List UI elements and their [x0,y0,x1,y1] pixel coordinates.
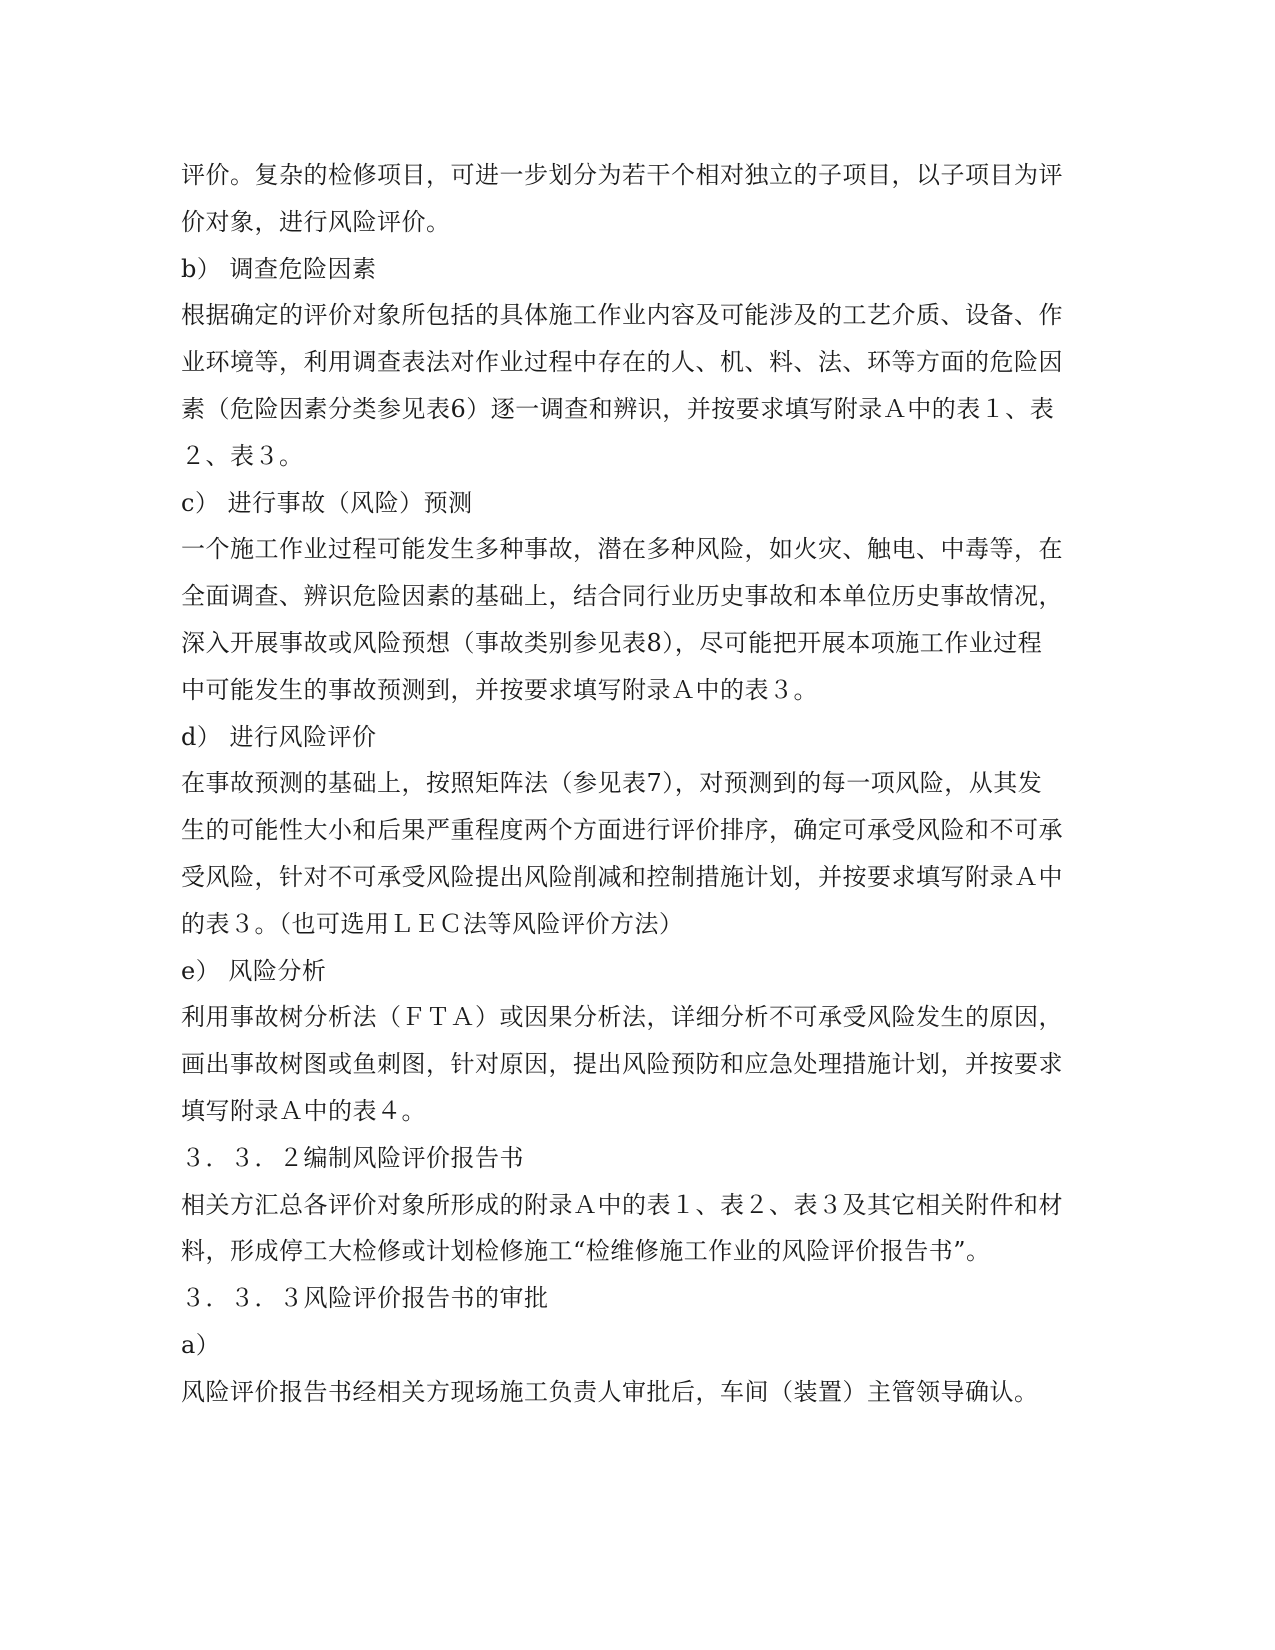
section-heading-c: c） 进行事故（风险）预测 [181,488,473,517]
text-line: 评价。复杂的检修项目，可进一步划分为若干个相对独立的子项目，以子项目为评 [181,161,1063,189]
text-line: 业环境等，利用调查表法对作业过程中存在的人、机、料、法、环等方面的危险因 [181,348,1063,377]
list-marker-a: a） [181,1330,221,1359]
text-line: 受风险，针对不可承受风险提出风险削减和控制措施计划，并按要求填写附录Ａ中 [181,862,1063,891]
text-line: 根据确定的评价对象所包括的具体施工作业内容及可能涉及的工艺介质、设备、作 [181,301,1063,330]
text-line: 相关方汇总各评价对象所形成的附录Ａ中的表１、表２、表３及其它相关附件和材 [181,1190,1063,1219]
text-line: 利用事故树分析法（ＦＴＡ）或因果分析法，详细分析不可承受风险发生的原因， [181,1003,1063,1032]
text-line: 中可能发生的事故预测到，并按要求填写附录Ａ中的表３。 [181,675,818,704]
text-line: 素（危险因素分类参见表6）逐一调查和辨识，并按要求填写附录Ａ中的表１、表 [181,394,1055,423]
text-line: 一个施工作业过程可能发生多种事故，潜在多种风险，如火灾、触电、中毒等，在 [181,535,1063,564]
section-heading-3-3-3: ３．３．３风险评价报告书的审批 [181,1284,549,1313]
section-heading-b: b） 调查危险因素 [181,254,377,283]
section-heading-d: d） 进行风险评价 [181,722,377,751]
section-heading-3-3-2: ３．３．２编制风险评价报告书 [181,1143,524,1172]
text-line: 的表３。（也可选用ＬＥＣ法等风险评价方法） [181,909,684,938]
section-heading-e: e） 风险分析 [181,956,327,985]
text-line: 价对象，进行风险评价。 [181,207,451,236]
text-line: 全面调查、辨识危险因素的基础上，结合同行业历史事故和本单位历史事故情况， [181,582,1063,611]
text-line: 风险评价报告书经相关方现场施工负责人审批后，车间（装置）主管领导确认。 [181,1377,1039,1406]
text-line: 画出事故树图或鱼刺图，针对原因，提出风险预防和应急处理措施计划，并按要求 [181,1050,1063,1079]
text-line: 深入开展事故或风险预想（事故类别参见表8），尽可能把开展本项施工作业过程 [181,628,1043,657]
document-body [181,152,1081,1416]
text-line: ２、表３。 [181,441,304,470]
text-line: 生的可能性大小和后果严重程度两个方面进行评价排序，确定可承受风险和不可承 [181,816,1063,845]
text-line: 填写附录Ａ中的表４。 [181,1096,426,1125]
text-line: 料，形成停工大检修或计划检修施工“检维修施工作业的风险评价报告书”。 [181,1237,991,1266]
text-line: 在事故预测的基础上，按照矩阵法（参见表7），对预测到的每一项风险，从其发 [181,769,1043,798]
